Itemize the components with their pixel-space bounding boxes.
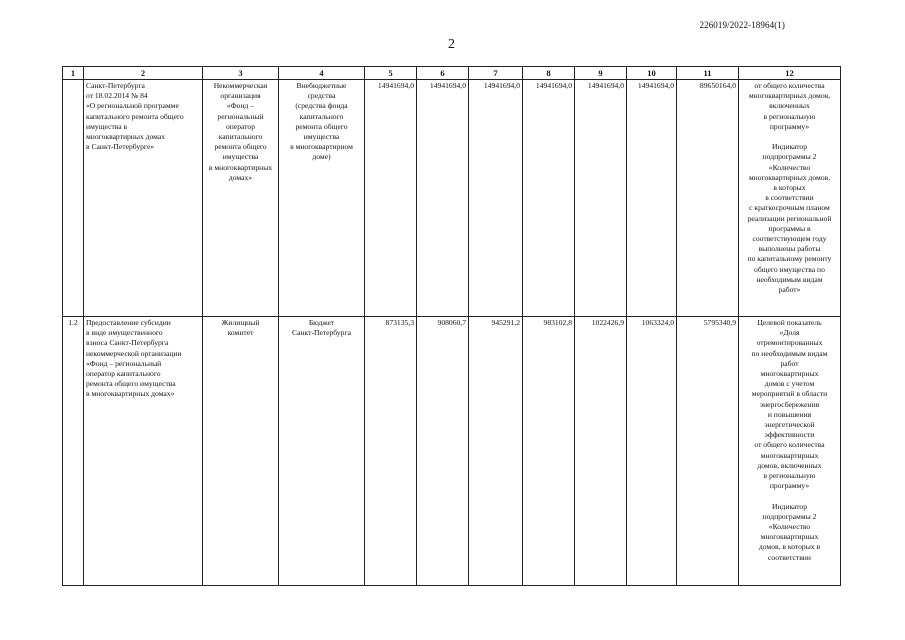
executor: Некоммерческая организация «Фонд – региональный оператор капитального ремонта общего имущества в многоквартирных домах» <box>203 80 279 317</box>
value-col-9: 14941694,0 <box>575 80 627 317</box>
value-col-10: 1063324,0 <box>627 317 677 586</box>
funding-source: Бюджет Санкт-Петербурга <box>279 317 365 586</box>
header-col-7: 7 <box>469 67 523 80</box>
value-col-6: 908060,7 <box>417 317 469 586</box>
value-col-6: 14941694,0 <box>417 80 469 317</box>
table-row <box>63 317 841 586</box>
value-col-7: 14941694,0 <box>469 80 523 317</box>
value-col-7: 945291,2 <box>469 317 523 586</box>
header-col-10: 10 <box>627 67 677 80</box>
activity-name: Предоставление субсидии в виде имущественного взноса Санкт-Петербурга некоммерческой организации «Фонд – региональный оператор капитального ремонта общего имущества в многоквартирных домах» <box>84 317 203 586</box>
value-col-5: 873135,3 <box>365 317 417 586</box>
table-header-row <box>63 67 841 80</box>
table-row <box>63 80 841 317</box>
value-col-5: 14941694,0 <box>365 80 417 317</box>
header-col-4: 4 <box>279 67 365 80</box>
header-col-3: 3 <box>203 67 279 80</box>
value-col-8: 983102,8 <box>523 317 575 586</box>
header-col-11: 11 <box>677 67 739 80</box>
header-col-5: 5 <box>365 67 417 80</box>
header-col-2: 2 <box>84 67 203 80</box>
header-col-8: 8 <box>523 67 575 80</box>
activity-name: Санкт-Петербурга от 18.02.2014 № 84 «О региональной программе капитального ремонта общего имущества в многоквартирных домах в Санкт-Петербурге» <box>84 80 203 317</box>
funding-source: Внебюджетные средства (средства фонда капитального ремонта общего имущества в многоквартирном доме) <box>279 80 365 317</box>
value-col-10: 14941694,0 <box>627 80 677 317</box>
header-col-12: 12 <box>739 67 841 80</box>
program-table <box>62 66 841 586</box>
value-col-8: 14941694,0 <box>523 80 575 317</box>
row-number: 1.2 <box>63 317 84 586</box>
document-reg-number: 226019/2022-18964(1) <box>699 20 785 30</box>
indicator-text: от общего количества многоквартирных домов, включенных в региональную программу» Индикатор подпрограммы 2 «Количество многоквартирных домов, в которых в соответствии с краткосрочным планом реализации региональной программы в соответствующем году выполнены работы по капитальному ремонту общего имущества по необходимым видам работ» <box>739 80 841 317</box>
header-col-1: 1 <box>63 67 84 80</box>
value-col-9: 1022426,9 <box>575 317 627 586</box>
row-number <box>63 80 84 317</box>
executor: Жилищный комитет <box>203 317 279 586</box>
header-col-9: 9 <box>575 67 627 80</box>
value-col-11-total: 89650164,0 <box>677 80 739 317</box>
header-col-6: 6 <box>417 67 469 80</box>
indicator-text: Целевой показатель «Доля отремонтированных по необходимым видам работ многоквартирных домов с учетом мероприятий в области энергосбережения и повышения энергетической эффективности от общего количества многоквартирных домов, включенных в региональную программу» Индикатор подпрограммы 2 «Количество многоквартирных домов, в которых в соответствии <box>739 317 841 586</box>
value-col-11-total: 5795340,9 <box>677 317 739 586</box>
page-number: 2 <box>448 37 455 52</box>
